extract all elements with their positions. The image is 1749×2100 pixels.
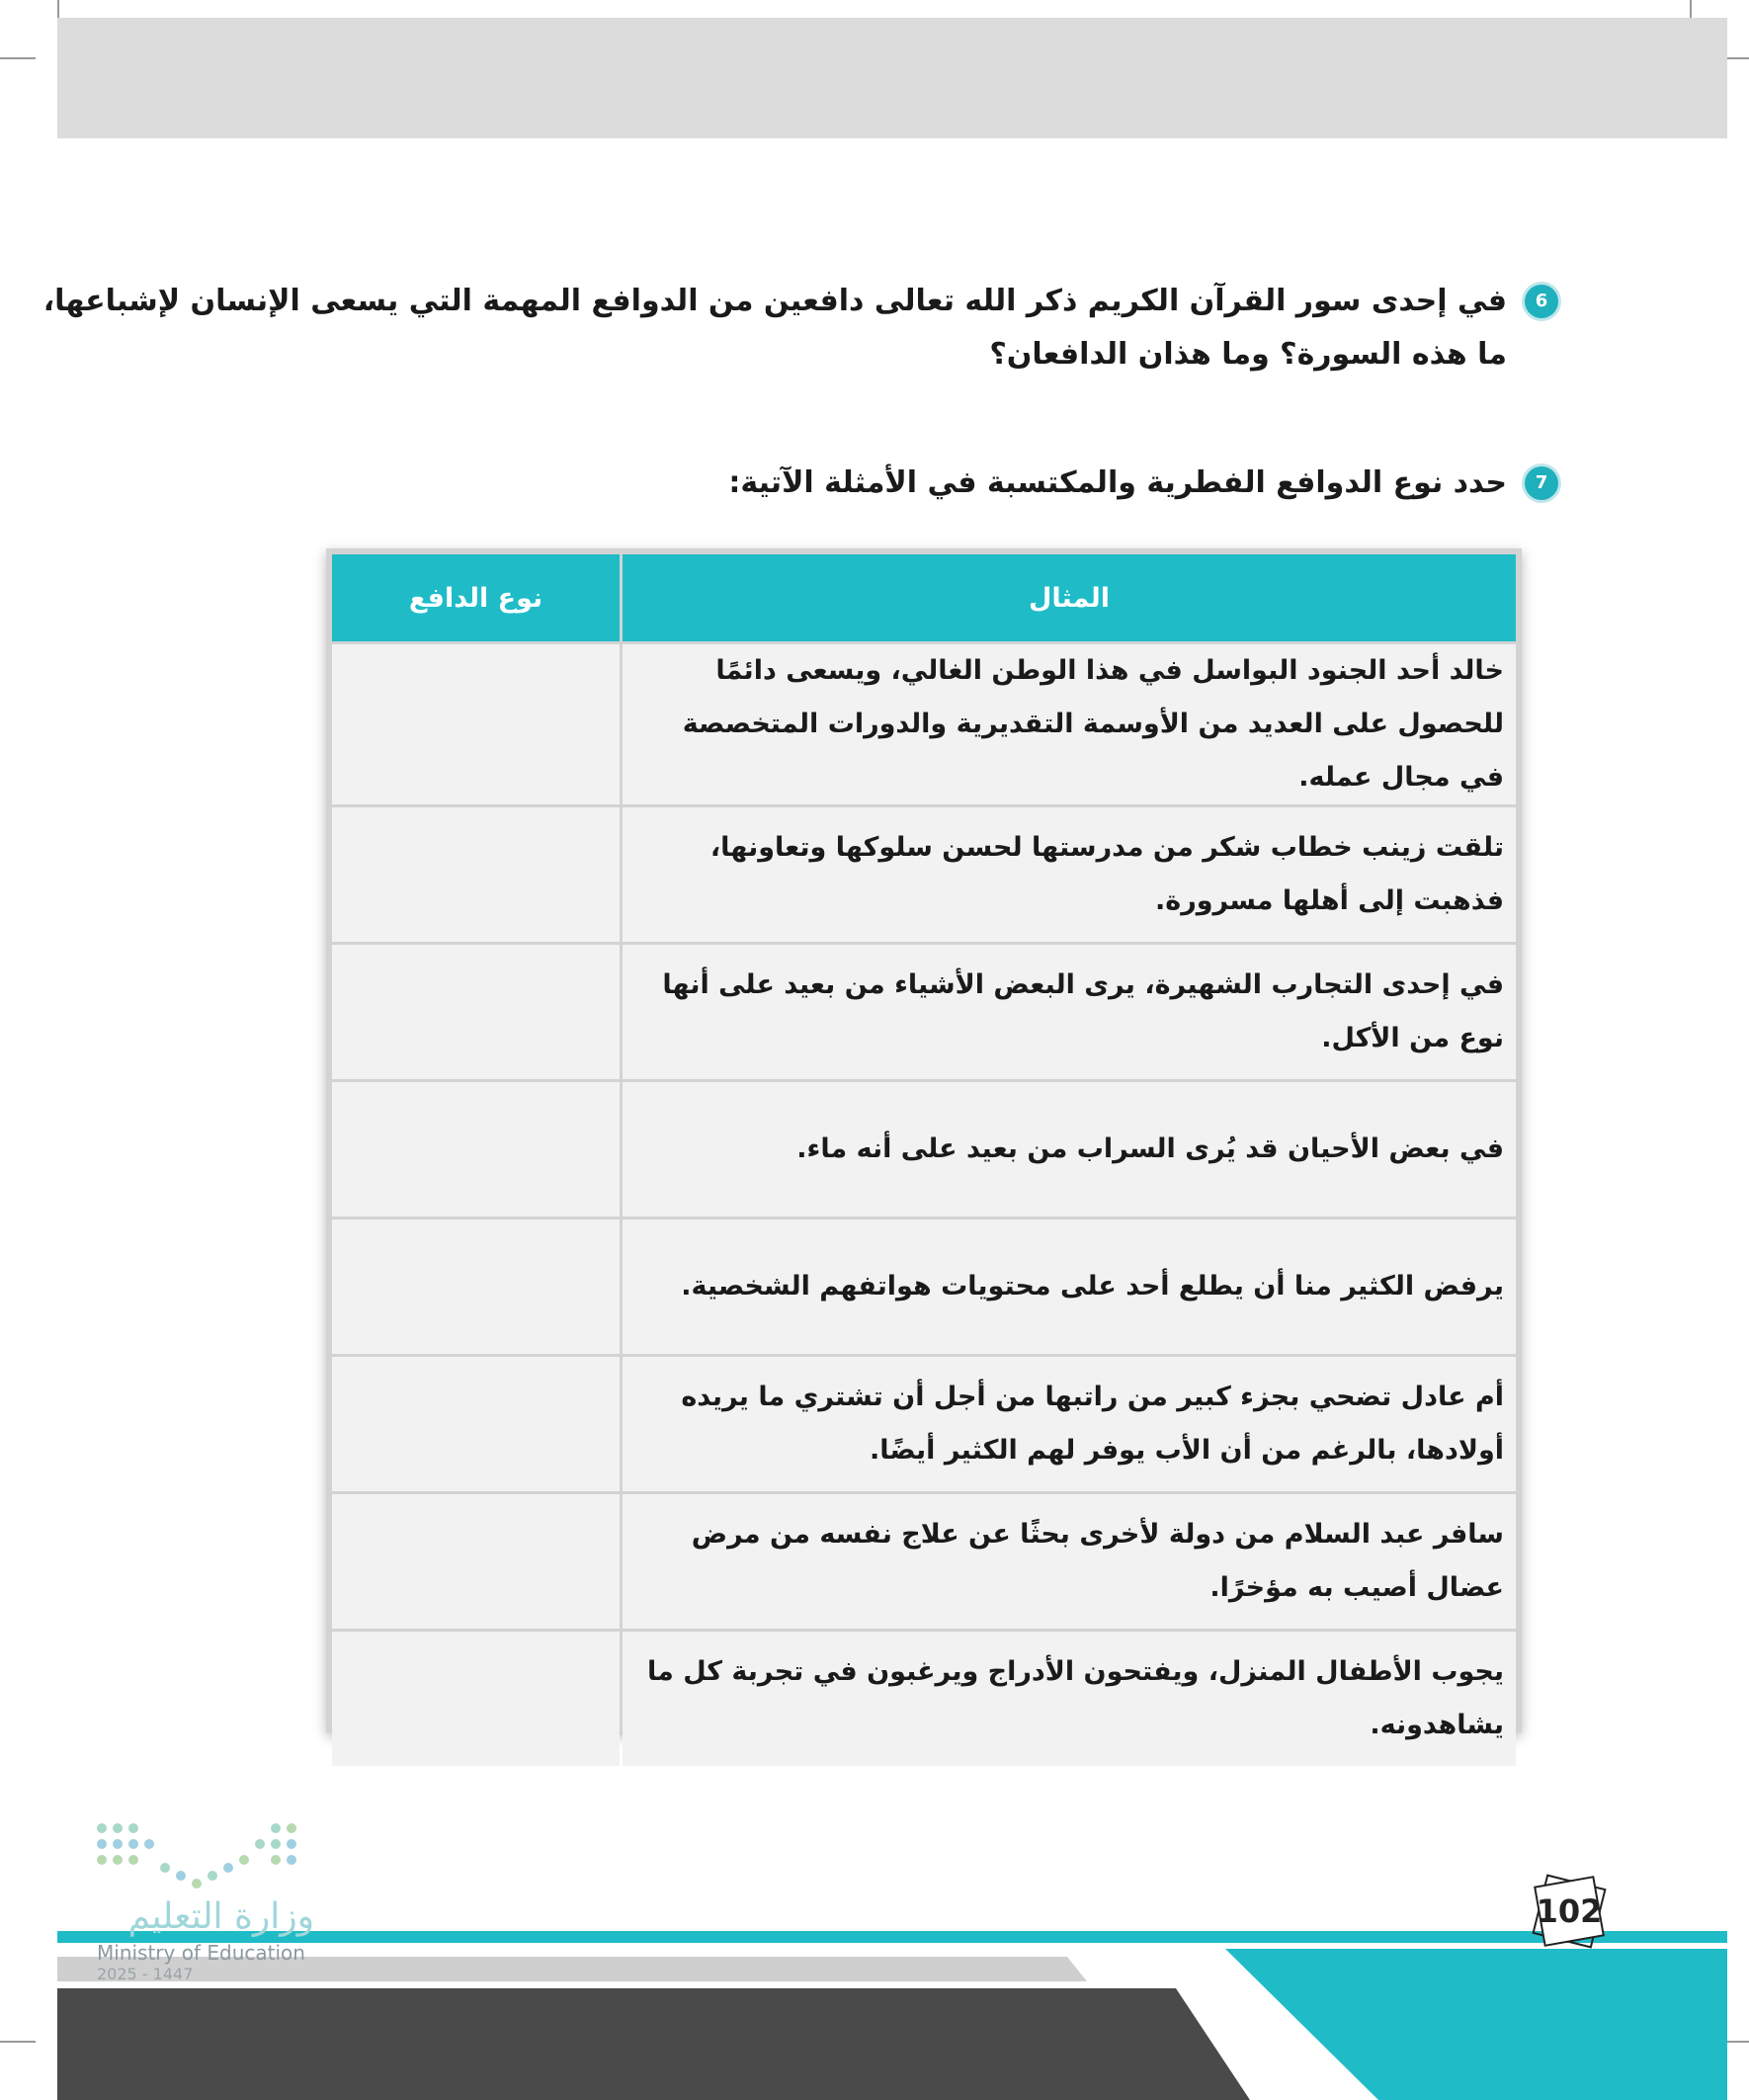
table-row [332,945,1516,1079]
example-cell: يرفض الكثير منا أن يطلع أحد على محتويات هواتفهم الشخصية. [623,1219,1516,1354]
answer-cell[interactable] [332,945,620,1079]
example-cell: سافر عبد السلام من دولة لأخرى بحثًا عن علاج نفسه من مرض عضال أصيب به مؤخرًا. [623,1494,1516,1629]
table-row [332,644,1516,804]
table-row [332,1494,1516,1629]
logo-dot [97,1823,107,1833]
footer-dark-block [57,1988,1250,2100]
table-row [332,807,1516,942]
example-cell: في إحدى التجارب الشهيرة، يرى البعض الأشياء من بعيد على أنها نوع من الأكل. [623,945,1516,1079]
logo-dot [255,1839,265,1849]
logo-dot [287,1855,296,1865]
answer-cell[interactable] [332,1632,620,1766]
answer-cell[interactable] [332,1494,620,1629]
ministry-logo [97,1823,314,1983]
logo-dot [160,1863,170,1873]
logo-dot [271,1823,281,1833]
answer-cell[interactable] [332,1082,620,1217]
logo-dot [287,1839,296,1849]
table-row [332,1082,1516,1217]
example-cell: يجوب الأطفال المنزل، ويفتحون الأدراج ويرغبون في تجربة كل ما يشاهدونه. [623,1632,1516,1766]
logo-dot [271,1839,281,1849]
crop-mark [0,57,36,59]
logo-dot [113,1839,123,1849]
page-number: 102 [1536,1892,1603,1930]
logo-dot [128,1823,138,1833]
logo-dots [97,1823,309,1892]
header-example: المثال [623,554,1516,641]
logo-dot [176,1871,186,1881]
header-type: نوع الدافع [332,554,620,641]
table-row [332,1219,1516,1354]
logo-dot [128,1839,138,1849]
question-text-line: في إحدى سور القرآن الكريم ذكر الله تعالى دافعين من الدوافع المهمة التي يسعى الإنسان لإشباعها، [42,284,1507,318]
logo-dot [271,1855,281,1865]
answer-cell[interactable] [332,1357,620,1491]
question-6 [42,275,1548,381]
example-cell: خالد أحد الجنود البواسل في هذا الوطن الغالي، ويسعى دائمًا للحصول على العديد من الأوسمة التقديرية والدورات المتخصصة في مجال عمله. [623,644,1516,804]
logo-english-text: Ministry of Education [97,1941,305,1965]
logo-dot [97,1855,107,1865]
logo-dot [208,1871,217,1881]
header-band [57,18,1727,138]
example-cell: في بعض الأحيان قد يُرى السراب من بعيد على أنه ماء. [623,1082,1516,1217]
footer-teal-block [1225,1949,1727,2100]
logo-dot [113,1823,123,1833]
examples-table [326,548,1522,1740]
table-header-row [332,554,1516,641]
logo-dot [287,1823,296,1833]
question-text-line: حدد نوع الدوافع الفطرية والمكتسبة في الأمثلة الآتية: [728,465,1507,500]
question-7 [728,457,1548,510]
logo-dot [239,1855,249,1865]
table-row [332,1357,1516,1491]
logo-dot [223,1863,233,1873]
question-text-line: ما هذه السورة؟ وما هذان الدافعان؟ [989,337,1507,372]
logo-arabic-text: وزارة التعليم [127,1896,314,1937]
logo-dot [97,1839,107,1849]
table-row [332,1632,1516,1766]
answer-cell[interactable] [332,1219,620,1354]
logo-year-text: 2025 - 1447 [97,1965,194,1983]
example-cell: تلقت زينب خطاب شكر من مدرستها لحسن سلوكها وتعاونها، فذهبت إلى أهلها مسرورة. [623,807,1516,942]
logo-dot [192,1879,202,1889]
answer-cell[interactable] [332,807,620,942]
example-cell: أم عادل تضحي بجزء كبير من راتبها من أجل أن تشتري ما يريده أولادها، بالرغم من أن الأب يوفر لهم الكثير أيضًا. [623,1357,1516,1491]
logo-dot [128,1855,138,1865]
question-number-badge: 6 [1525,285,1558,318]
logo-dot [113,1855,123,1865]
logo-dot [144,1839,154,1849]
question-number-badge: 7 [1525,466,1558,500]
answer-cell[interactable] [332,644,620,804]
